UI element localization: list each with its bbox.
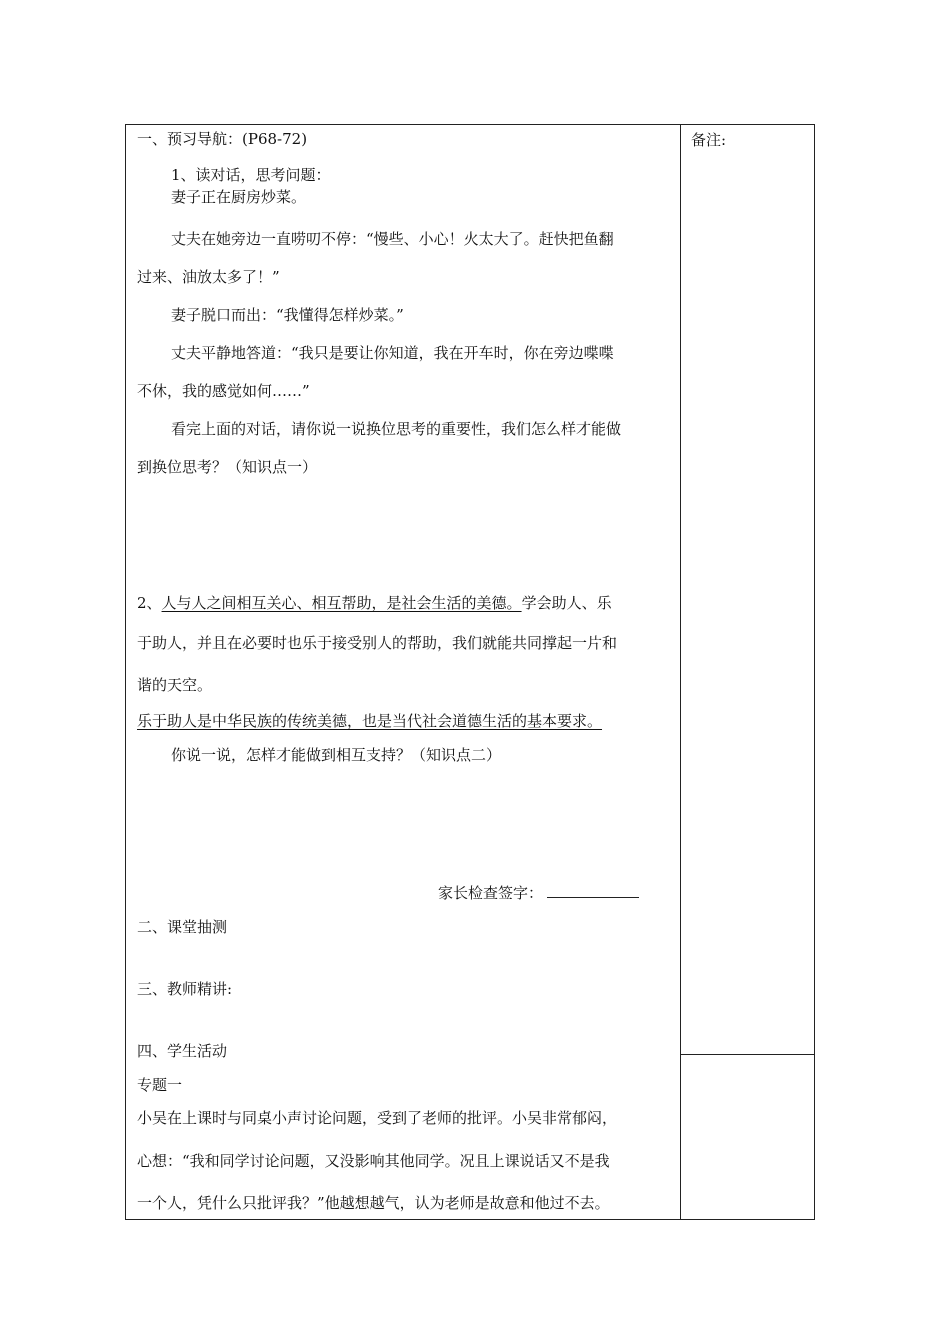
question-2-prompt: 你说一说，怎样才能做到相互支持？（知识点二） [171,746,502,764]
dialogue-line: 妻子脱口而出：“我懂得怎样炒菜。” [171,306,404,324]
dialogue-line: 过来、油放太多了！” [137,268,280,286]
section-3-heading: 三、教师精讲: [137,980,233,998]
question-1-title: 1、读对话，思考问题： [171,166,331,184]
preview-heading: 一、预习导航：(P68-72) [137,130,308,148]
topic-1-line: 小吴在上课时与同桌小声讨论问题，受到了老师的批评。小吴非常郁闷， [137,1109,618,1127]
section-2-heading: 二、课堂抽测 [137,918,228,936]
question-2-line [137,593,612,613]
section-4-heading: 四、学生活动 [137,1042,228,1060]
signature-field[interactable] [547,883,639,898]
parent-signature-label: 家长检查签字： [438,884,544,902]
topic-1-title: 专题一 [137,1076,183,1094]
dialogue-line: 妻子正在厨房炒菜。 [171,188,307,206]
question-2-line: 谐的天空。 [137,676,213,694]
dialogue-line: 丈夫平静地答道：“我只是要让你知道，我在开车时，你在旁边喋喋 [171,344,614,362]
question-2-line: 于助人，并且在必要时也乐于接受别人的帮助，我们就能共同撑起一片和 [137,634,618,652]
question-2-key-point: 人与人之间相互关心、相互帮助，是社会生活的美德。 [161,594,522,612]
dialogue-line: 丈夫在她旁边一直唠叨不停：“慢些、小心！火太大了。赶快把鱼翻 [171,230,614,248]
question-2-rest: 学会助人、乐 [521,594,612,612]
worksheet-table [125,124,815,1220]
parent-signature [438,883,639,903]
question-2-key-point: 乐于助人是中华民族的传统美德，也是当代社会道德生活的基本要求。 [137,712,603,730]
topic-1-line: 心想：“我和同学讨论问题，又没影响其他同学。况且上课说话又不是我 [137,1152,610,1170]
question-2-prefix: 2、 [137,594,162,612]
notes-row-divider [680,1054,815,1055]
notes-label: 备注: [691,131,727,149]
dialogue-line: 不休，我的感觉如何……” [137,382,310,400]
main-column [126,125,680,1219]
topic-1-line: 一个人，凭什么只批评我？”他越想越气，认为老师是故意和他过不去。 [137,1194,610,1212]
question-1-prompt: 到换位思考？（知识点一） [137,458,318,476]
question-1-prompt: 看完上面的对话，请你说一说换位思考的重要性，我们怎么样才能做 [171,420,622,438]
